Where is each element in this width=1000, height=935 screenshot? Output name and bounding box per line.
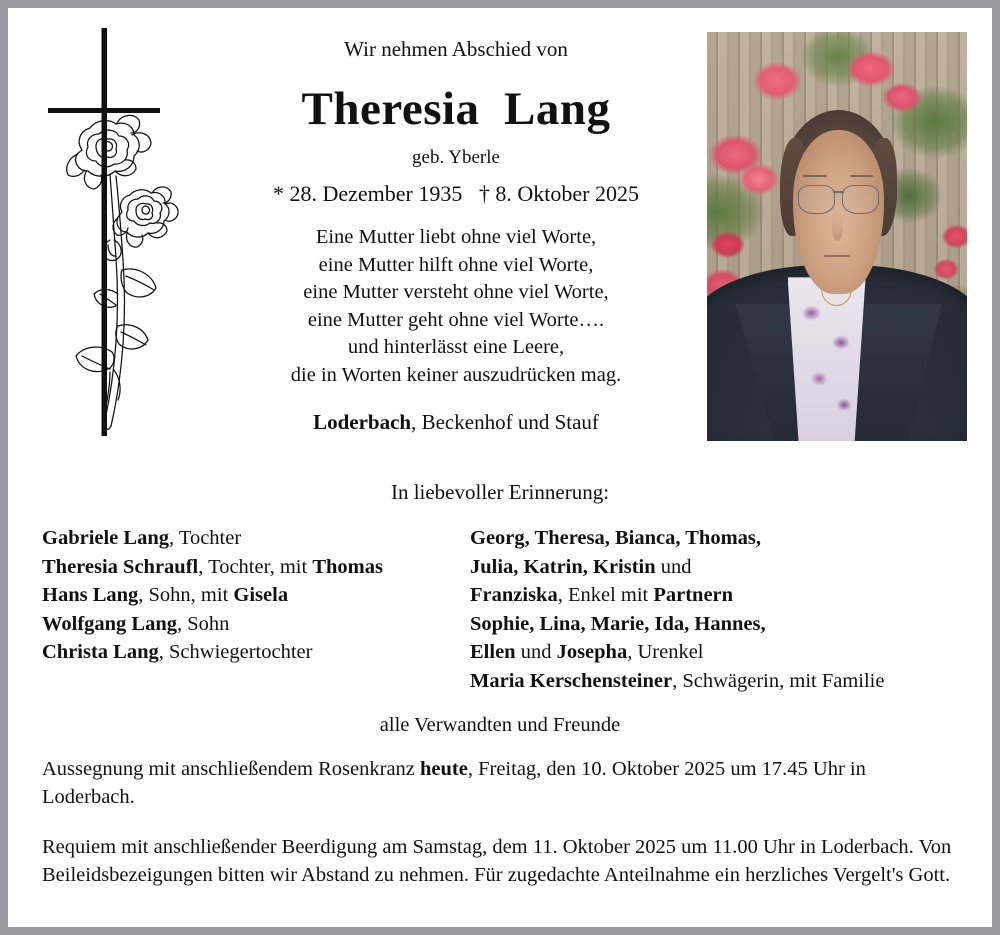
- maiden-name: geb. Yberle: [412, 147, 500, 168]
- family-partner: Partnern: [653, 584, 734, 606]
- family-name: Sophie, Lina, Marie, Ida, Hannes,: [470, 612, 766, 635]
- photo-background: [707, 32, 967, 441]
- remembrance-heading: In liebevoller Erinnerung:: [390, 480, 610, 504]
- family-entry: [42, 638, 383, 667]
- friends-line: alle Verwandten und Freunde: [379, 714, 621, 736]
- family-entry: [42, 610, 383, 639]
- lead-line: Wir nehmen Abschied von: [344, 37, 568, 61]
- family-entry: [470, 581, 884, 610]
- family-relation: , Schwiegertochter: [158, 641, 313, 663]
- family-name: Georg, Theresa, Bianca, Thomas,: [470, 527, 762, 549]
- family-entry: [470, 610, 884, 639]
- family-relation: , Tochter: [168, 527, 242, 549]
- village-others: , Beckenhof und Stauf: [411, 410, 599, 434]
- family-column-left: [42, 524, 383, 667]
- service-emphasis: heute: [420, 758, 468, 780]
- family-relation: , Enkel mit: [557, 584, 654, 606]
- service-paragraph-requiem: Requiem mit anschließender Beerdigung am Samstag, dem 11. Oktober 2025 um 11.00 Uhr in Loderbach. Von Beileidsbezeigungen bitten wir Abstand zu nehmen. Für zugedachte Anteilnahme ein herzliches Vergelt's Gott.: [42, 836, 952, 886]
- cross-with-roses-icon: [26, 26, 206, 446]
- village-primary: Loderbach: [313, 410, 412, 434]
- poem-line: und hinterlässt eine Leere,: [347, 336, 565, 358]
- lens-right: [842, 185, 879, 214]
- glasses-bridge: [833, 191, 844, 192]
- life-dates: * 28. Dezember 1935 † 8. Oktober 2025: [273, 181, 639, 206]
- family-name: Gabriele Lang: [42, 527, 169, 549]
- family-name: Josepha: [556, 641, 628, 663]
- poem-line: die in Worten keiner auszudrücken mag.: [290, 363, 622, 386]
- family-list: [8, 524, 992, 699]
- family-name: Julia, Katrin, Kristin: [470, 555, 656, 578]
- poem-line: eine Mutter hilft ohne viel Worte,: [318, 253, 594, 276]
- glasses-icon: [798, 185, 879, 212]
- family-name: Theresia Schraufl: [42, 555, 199, 578]
- family-name: Maria Kerschensteiner: [470, 669, 673, 692]
- lens-left: [798, 185, 835, 214]
- poem-line: eine Mutter versteht ohne viel Worte,: [303, 281, 609, 303]
- family-entry: [42, 524, 383, 553]
- eyebrow-right: [850, 175, 873, 177]
- family-name: Wolfgang Lang: [42, 612, 177, 635]
- portrait-photo: [707, 32, 967, 441]
- poem: [206, 224, 706, 389]
- family-name: Hans Lang: [42, 584, 139, 606]
- family-relation: und: [655, 555, 692, 578]
- poem-line: Eine Mutter liebt ohne viel Worte,: [315, 226, 597, 248]
- family-entry: [470, 638, 884, 667]
- family-entry: [470, 524, 884, 553]
- mouth: [824, 255, 850, 257]
- villages: [206, 408, 706, 436]
- family-column-right: [470, 524, 884, 695]
- family-name: Christa Lang: [42, 641, 159, 663]
- service-text: Aussegnung mit anschließendem Rosenkranz: [42, 758, 421, 780]
- family-name: Ellen: [470, 641, 516, 663]
- family-partner: Gisela: [233, 584, 289, 606]
- service-details: [42, 755, 962, 911]
- eyebrow-left: [803, 175, 826, 177]
- service-text: , Freitag, den 10. Oktober 2025 um 17.45 Uhr in Loderbach.: [42, 758, 866, 808]
- family-entry: [42, 553, 383, 582]
- family-entry: [42, 581, 383, 610]
- poem-line: eine Mutter geht ohne viel Worte….: [307, 308, 605, 331]
- family-relation: , Sohn: [177, 612, 230, 635]
- notice-header: [206, 32, 706, 436]
- family-partner: Thomas: [312, 555, 383, 578]
- family-entry: [470, 667, 884, 696]
- family-relation: , Urenkel: [627, 641, 704, 663]
- service-paragraph-rosary: [42, 755, 962, 811]
- family-relation: , Tochter, mit: [198, 555, 313, 578]
- notice-page: [8, 8, 992, 927]
- family-relation: , Schwägerin, mit Familie: [672, 669, 885, 692]
- family-relation: und: [515, 641, 557, 663]
- family-relation: , Sohn, mit: [138, 584, 234, 606]
- deceased-name: Theresia Lang: [301, 83, 611, 135]
- family-entry: [470, 553, 884, 582]
- family-name: Franziska: [470, 584, 558, 606]
